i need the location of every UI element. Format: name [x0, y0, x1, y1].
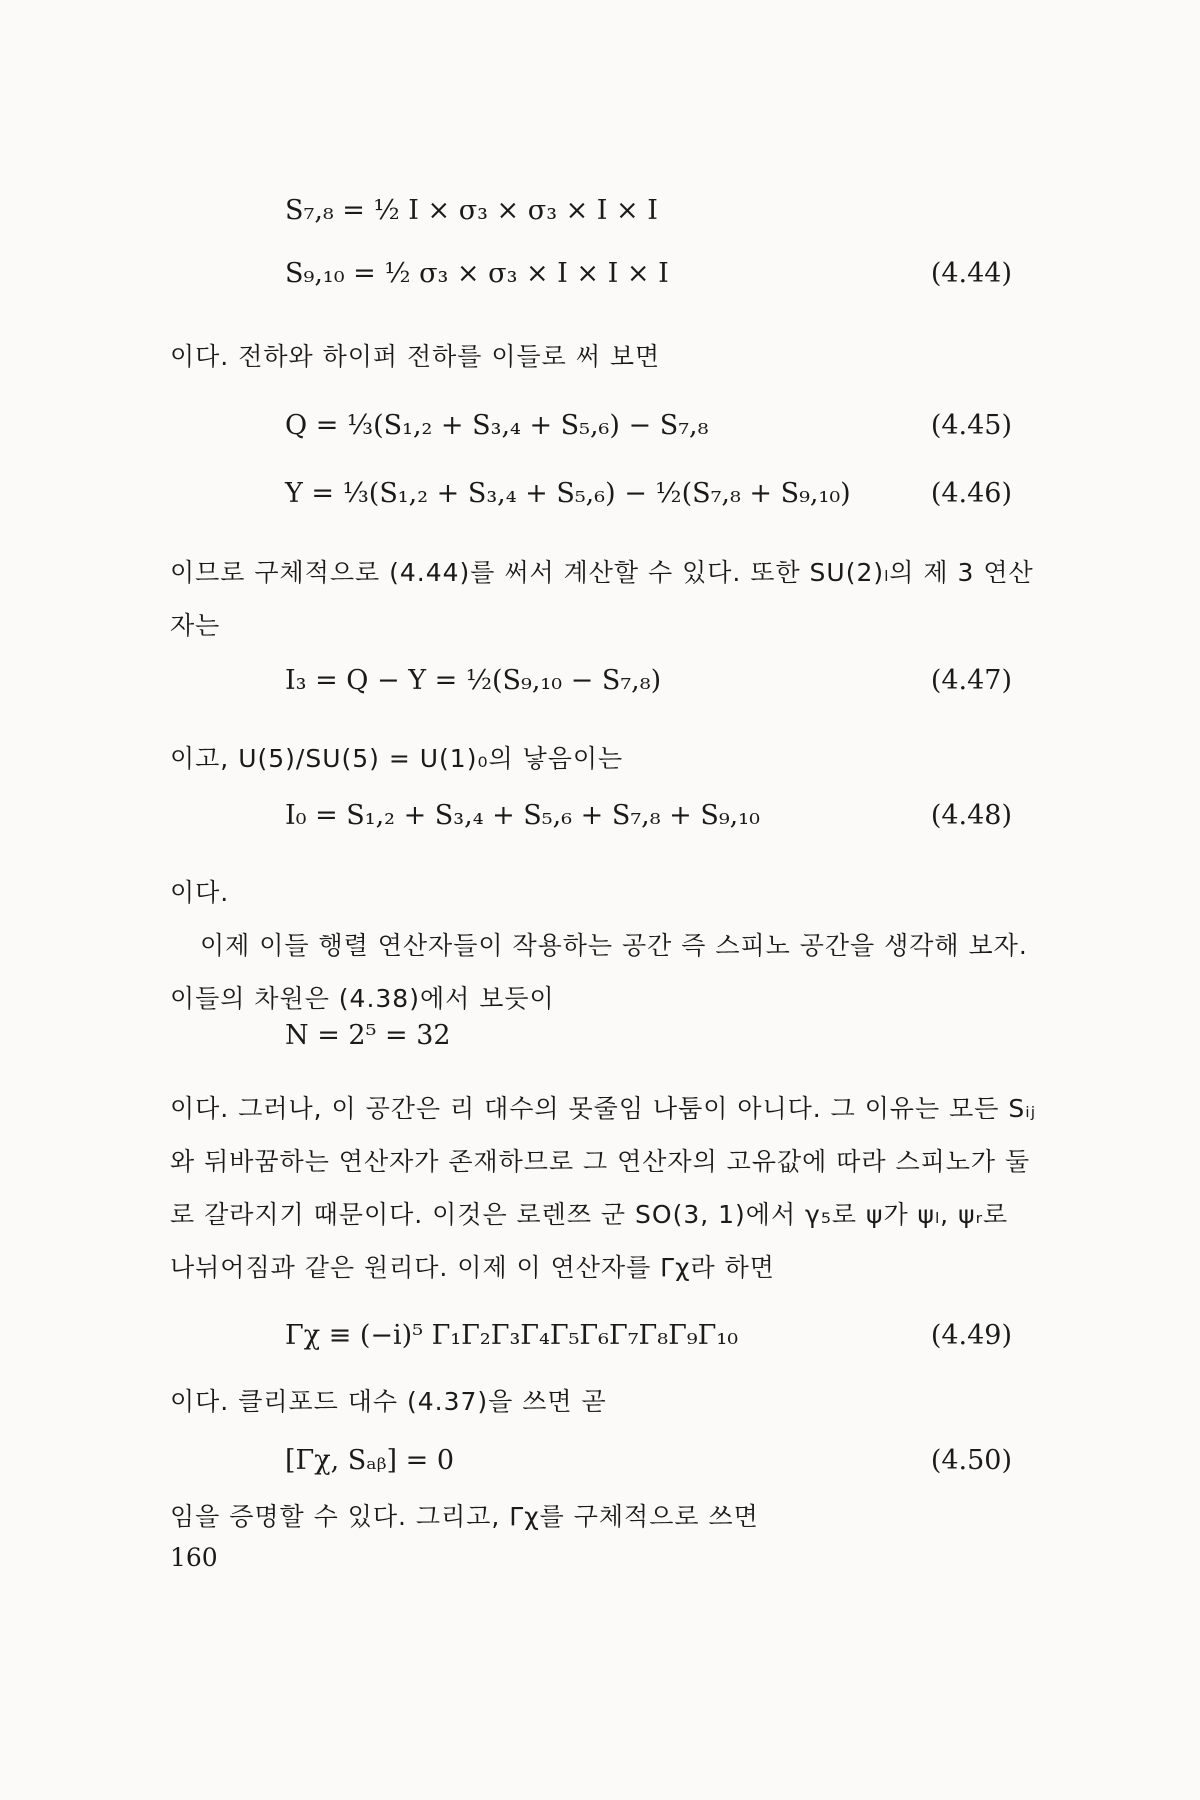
paragraph-5: 이제 이들 행렬 연산자들이 작용하는 공간 즉 스피노 공간을 생각해 보자. 이들의 차원은 (4.38)에서 보듯이: [170, 931, 1028, 1013]
equation-number-4-44: (4.44): [930, 258, 1012, 289]
paragraph-6: 이다. 그러나, 이 공간은 리 대수의 못줄임 나툼이 아니다. 그 이유는 모든 Sᵢⱼ와 뒤바꿈하는 연산자가 존재하므로 그 연산자의 고유값에 따라 스피노가 둘로 갈라지기 때문이다. 이것은 로렌쯔 군 SO(3, 1)에서 γ₅로 ψ가 ψₗ, ψᵣ로 나뉘어짐과 같은 원리다. 이제 이 연산자를 Γχ라 하면: [170, 1094, 1037, 1282]
equation-number-4-46: (4.46): [930, 478, 1012, 509]
equation-number-4-47: (4.47): [930, 665, 1012, 696]
equation-y: Y = ⅓(S₁,₂ + S₃,₄ + S₅,₆) − ½(S₇,₈ + S₉,₁₀): [285, 478, 851, 509]
equation-number-4-49: (4.49): [930, 1320, 1012, 1351]
paragraph-2: 이므로 구체적으로 (4.44)를 써서 계산할 수 있다. 또한 SU(2)ₗ의 제 3 연산자는: [170, 558, 1034, 640]
equation-s78: S₇,₈ = ½ I × σ₃ × σ₃ × I × I: [285, 195, 658, 226]
equation-commutator: [Γχ, Sₐᵦ] = 0: [285, 1445, 455, 1476]
paragraph-1: 이다. 전하와 하이퍼 전하를 이들로 써 보면: [170, 342, 661, 371]
paragraph-4: 이다.: [170, 878, 230, 907]
paragraph-8: 임을 증명할 수 있다. 그리고, Γχ를 구체적으로 쓰면: [170, 1502, 759, 1531]
equation-q: Q = ⅓(S₁,₂ + S₃,₄ + S₅,₆) − S₇,₈: [285, 410, 709, 441]
equation-gamma-chi: Γχ ≡ (−i)⁵ Γ₁Γ₂Γ₃Γ₄Γ₅Γ₆Γ₇Γ₈Γ₉Γ₁₀: [285, 1320, 739, 1351]
equation-s910: S₉,₁₀ = ½ σ₃ × σ₃ × I × I × I: [285, 258, 669, 289]
equation-n: N = 2⁵ = 32: [285, 1020, 451, 1051]
paragraph-7: 이다. 클리포드 대수 (4.37)을 쓰면 곧: [170, 1387, 607, 1416]
equation-number-4-50: (4.50): [930, 1445, 1012, 1476]
equation-i3: I₃ = Q − Y = ½(S₉,₁₀ − S₇,₈): [285, 665, 662, 696]
equation-number-4-48: (4.48): [930, 800, 1012, 831]
equation-number-4-45: (4.45): [930, 410, 1012, 441]
paragraph-3: 이고, U(5)/SU(5) = U(1)₀의 낳음이는: [170, 744, 624, 773]
page-number: 160: [170, 1543, 218, 1572]
equation-i0: I₀ = S₁,₂ + S₃,₄ + S₅,₆ + S₇,₈ + S₉,₁₀: [285, 800, 760, 831]
